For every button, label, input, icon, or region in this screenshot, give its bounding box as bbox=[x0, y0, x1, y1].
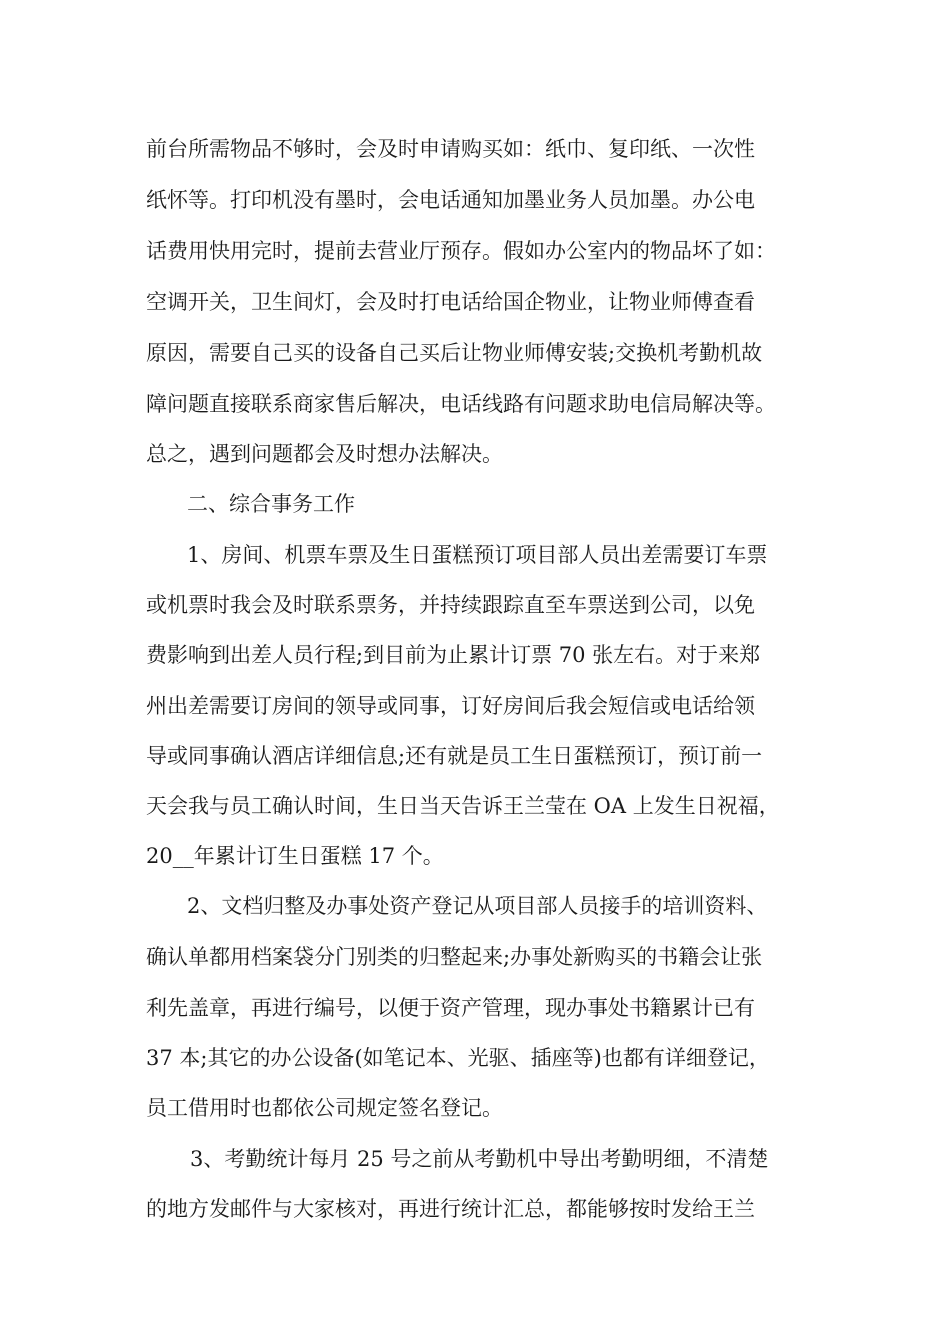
text-line: 员工借用时也都依公司规定签名登记。 bbox=[146, 1096, 503, 1120]
text-line: 前台所需物品不够时，会及时申请购买如：纸巾、复印纸、一次性 bbox=[146, 137, 755, 161]
text-line: 总之，遇到问题都会及时想办法解决。 bbox=[146, 442, 503, 466]
text-line: 或机票时我会及时联系票务，并持续跟踪直至车票送到公司，以免 bbox=[146, 593, 755, 617]
text-line: 3、考勤统计每月 25 号之前从考勤机中导出考勤明细，不清楚 bbox=[190, 1147, 769, 1171]
text-line: 37 本;其它的办公设备(如笔记本、光驱、插座等)也都有详细登记， bbox=[146, 1046, 770, 1070]
text-line: 天会我与员工确认时间，生日当天告诉王兰莹在 OA 上发生日祝福， bbox=[146, 794, 780, 818]
text-line: 纸怀等。打印机没有墨时，会电话通知加墨业务人员加墨。办公电 bbox=[146, 188, 755, 212]
text-line: 障问题直接联系商家售后解决，电话线路有问题求助电信局解决等。 bbox=[146, 392, 776, 416]
text-line: 2、文档归整及办事处资产登记从项目部人员接手的培训资料、 bbox=[187, 894, 768, 918]
text-line: 原因，需要自己买的设备自己买后让物业师傅安装;交换机考勤机故 bbox=[146, 341, 763, 365]
text-line: 20__年累计订生日蛋糕 17 个。 bbox=[146, 844, 444, 868]
text-line: 费影响到出差人员行程;到目前为止累计订票 70 张左右。对于来郑 bbox=[146, 643, 761, 667]
text-line: 利先盖章，再进行编号，以便于资产管理，现办事处书籍累计已有 bbox=[146, 996, 755, 1020]
text-line: 的地方发邮件与大家核对，再进行统计汇总，都能够按时发给王兰 bbox=[146, 1197, 755, 1221]
text-line: 空调开关，卫生间灯，会及时打电话给国企物业，让物业师傅查看 bbox=[146, 290, 755, 314]
text-line: 1、房间、机票车票及生日蛋糕预订项目部人员出差需要订车票 bbox=[187, 543, 768, 567]
text-line: 话费用快用完时，提前去营业厅预存。假如办公室内的物品坏了如： bbox=[146, 239, 776, 263]
section-heading: 二、综合事务工作 bbox=[187, 492, 355, 516]
text-line: 州出差需要订房间的领导或同事，订好房间后我会短信或电话给领 bbox=[146, 694, 755, 718]
text-line: 确认单都用档案袋分门别类的归整起来;办事处新购买的书籍会让张 bbox=[146, 945, 763, 969]
text-line: 导或同事确认酒店详细信息;还有就是员工生日蛋糕预订，预订前一 bbox=[146, 744, 763, 768]
